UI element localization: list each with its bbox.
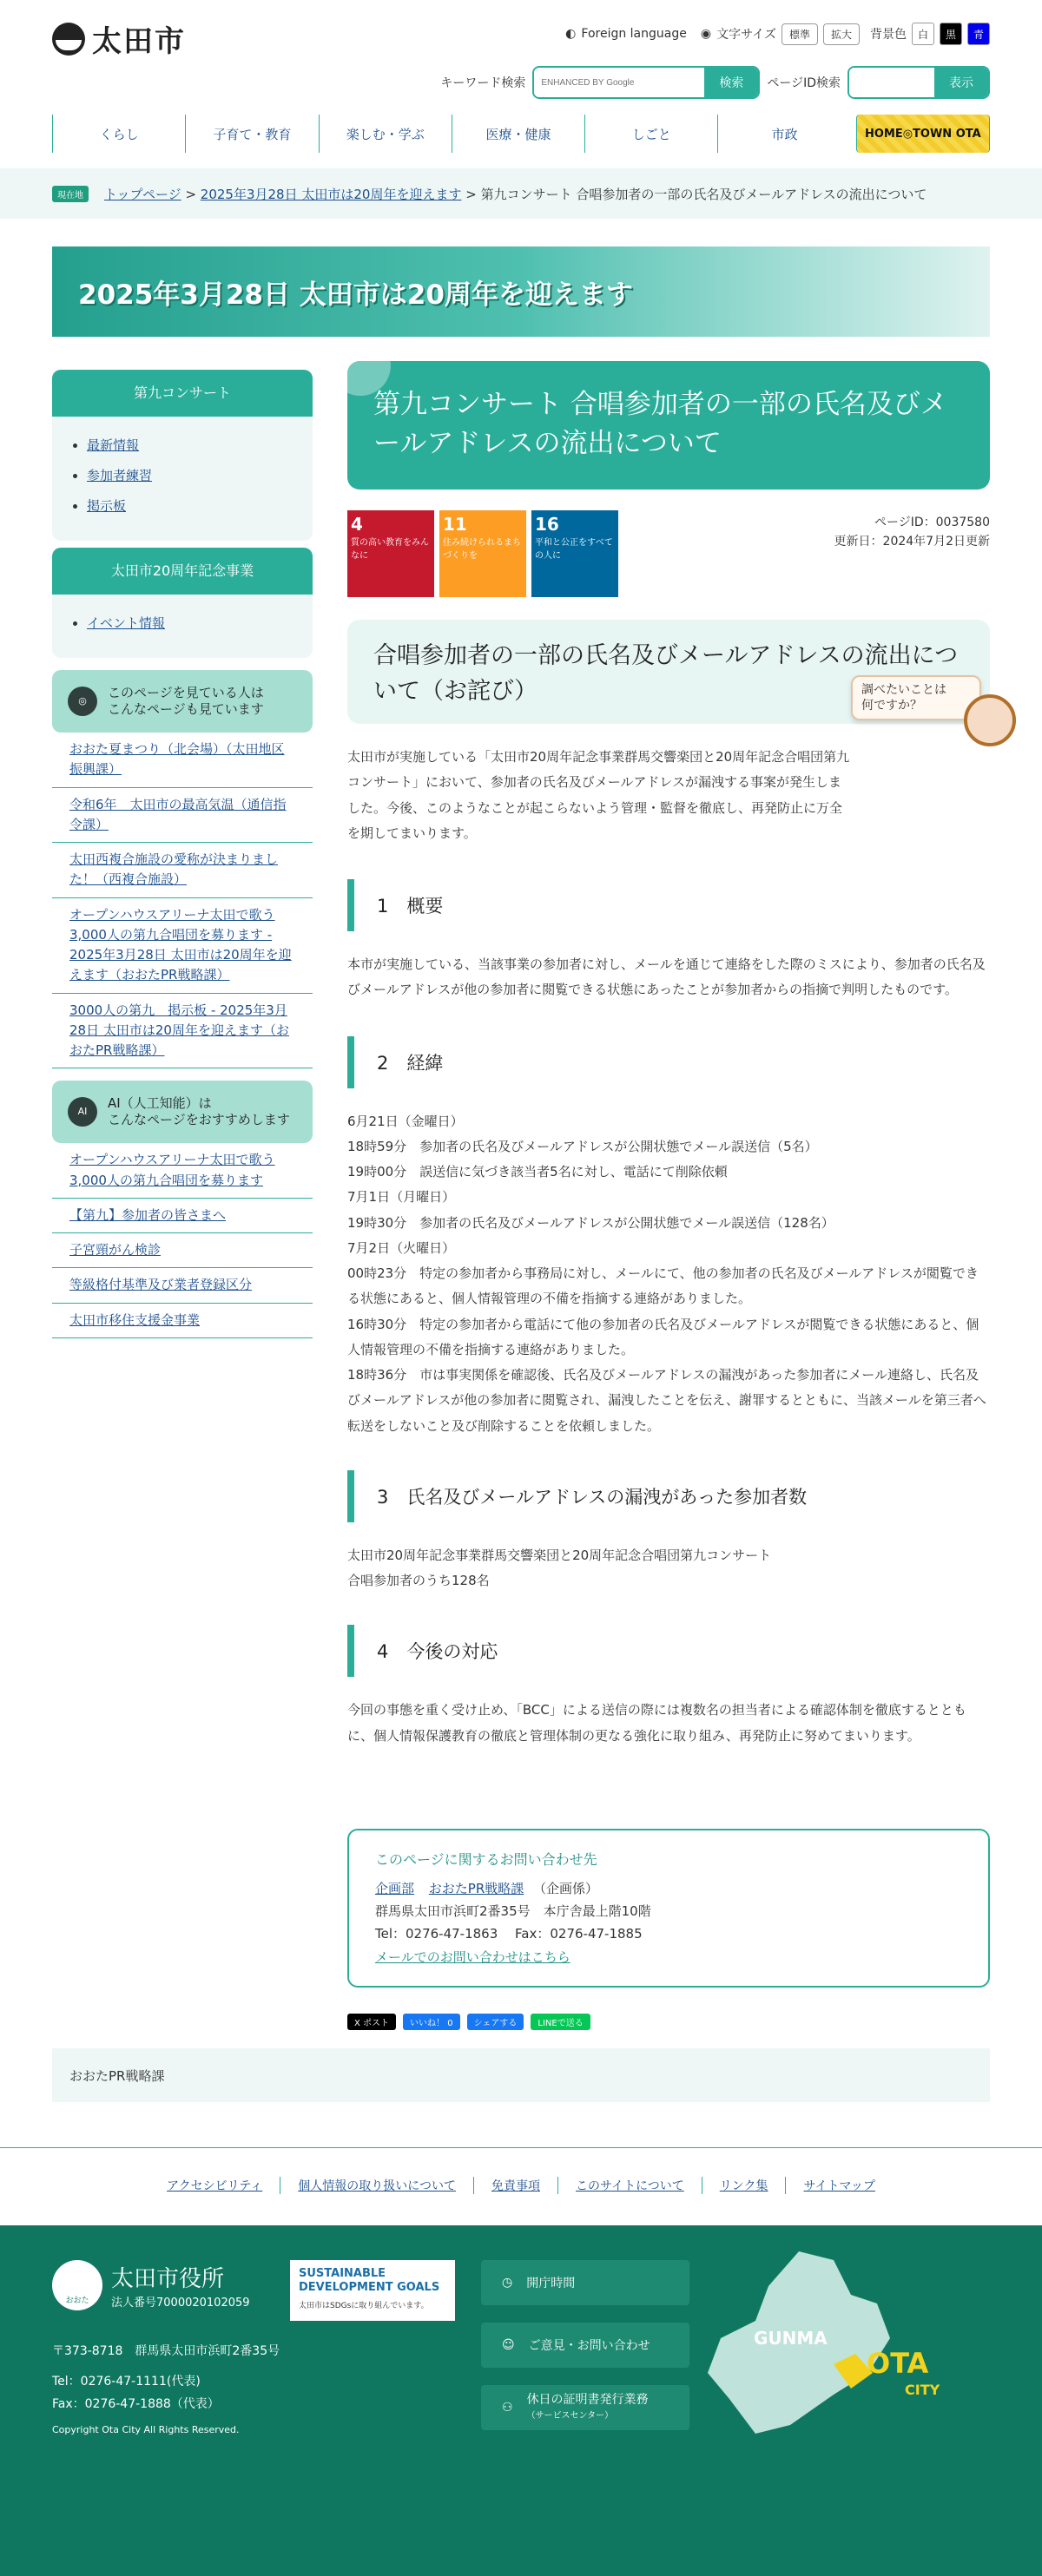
page-id-search-box bbox=[847, 66, 990, 99]
bg-black-button[interactable]: 黒 bbox=[940, 23, 962, 45]
sdgs-badge-caption: 太田市はSDGsに取り組んでいます。 bbox=[299, 2302, 429, 2311]
section-heading-1: 1 概要 bbox=[347, 879, 990, 931]
opinion-button[interactable]: ☺ ご意見・お問い合わせ bbox=[481, 2323, 689, 2368]
list-item[interactable]: 等級格付基準及び業者登録区分 bbox=[52, 1268, 313, 1303]
section-1-body: 本市が実施している、当該事業の参加者に対し、メールを通じて連絡をした際のミスにより、参加者の氏名及びメールアドレスが他の参加者に閲覧できる状態にあったことが参加者からの指摘で判明したものです。 bbox=[347, 956, 986, 998]
sidebar-item-board[interactable]: 掲示板 bbox=[87, 498, 127, 514]
text-size-label: 文字サイズ bbox=[716, 28, 776, 42]
article-heading: 合唱参加者の一部の氏名及びメールアドレスの流出について（お詫び） bbox=[347, 620, 990, 724]
map-gunma-label: GUNMA bbox=[754, 2328, 828, 2349]
ai-recommend-header bbox=[52, 1081, 313, 1143]
viewed-pages-list bbox=[52, 733, 313, 1068]
section-4-body: 今回の事態を重く受け止め、「BCC」による送信の際には複数名の担当者による確認体制を徹底するとともに、個人情報保護教育の徹底と管理体制の更なる強化に取り組み、再発防止に努めてまいります。 bbox=[347, 1702, 966, 1744]
bg-blue-button[interactable]: 青 bbox=[967, 23, 990, 45]
keyword-search-input[interactable] bbox=[534, 68, 704, 97]
sidebar-item-practice[interactable]: 参加者練習 bbox=[87, 468, 153, 483]
x-post-button[interactable]: X ポスト bbox=[347, 2014, 396, 2030]
sdgs-badge[interactable] bbox=[290, 2260, 455, 2321]
ai-title-line2: こんなページをおすすめします bbox=[108, 1112, 290, 1128]
intro-text: 太田市が実施している「太田市20周年記念事業群馬交響楽団と20周年記念合唱団第九コンサート」において、参加者の氏名及びメールアドレスが漏洩する事案が発生しました。今後、このようなことが起こらないよう管理・監督を徹底し、再発防止に万全を期してまいります。 bbox=[347, 749, 850, 841]
nav-kosodate[interactable]: 子育て・教育 bbox=[185, 115, 318, 153]
sdg-16-icon: 16 平和と公正をすべての人に bbox=[531, 510, 618, 597]
nav-hometown-ota[interactable]: HOME◎TOWN OTA bbox=[856, 115, 990, 153]
page-id-button[interactable]: 表示 bbox=[934, 68, 988, 97]
foreign-language-link[interactable]: Foreign language bbox=[581, 27, 687, 41]
contact-title: このページに関するお問い合わせ先 bbox=[375, 1850, 597, 1868]
city-emblem-icon bbox=[52, 23, 85, 56]
list-item[interactable]: 3000人の第九 掲示板 - 2025年3月28日 太田市は20周年を迎えます（おおたPR戦略課） bbox=[52, 994, 313, 1069]
site-name: 太田市 bbox=[92, 24, 186, 59]
page-id-search-label: ページID検索 bbox=[767, 76, 841, 90]
section-3-body: 太田市20周年記念事業群馬交響楽団と20周年記念合唱団第九コンサート 合唱参加者のうち128名 bbox=[347, 1547, 772, 1588]
text-size-large-button[interactable]: 拡大 bbox=[823, 23, 860, 45]
breadcrumb-badge: 現在地 bbox=[52, 186, 89, 202]
page-id: ページID：0037580 bbox=[874, 516, 990, 529]
footer-city-hall: 太田市役所 bbox=[111, 2266, 225, 2292]
footer-tel: Tel：0276-47-1111(代表) bbox=[52, 2374, 201, 2389]
sdg-4-icon: 4 質の高い教育をみんなに bbox=[347, 510, 434, 597]
page-title: 第九コンサート 合唱参加者の一部の氏名及びメールアドレスの流出について bbox=[347, 361, 990, 490]
ai-title-line1: AI（人工知能）は bbox=[108, 1094, 212, 1111]
nav-shigoto[interactable]: しごと bbox=[584, 115, 717, 153]
footer-links bbox=[0, 2177, 1042, 2194]
footer-link-about[interactable]: このサイトについて bbox=[558, 2177, 702, 2194]
nav-tanoshimu[interactable]: 楽しむ・学ぶ bbox=[319, 115, 452, 153]
global-nav bbox=[52, 115, 990, 153]
footer-link-disclaimer[interactable]: 免責事項 bbox=[474, 2177, 558, 2194]
category-banner bbox=[52, 246, 990, 337]
section-heading-2: 2 経緯 bbox=[347, 1036, 990, 1088]
share-buttons bbox=[347, 2014, 990, 2030]
holiday-service-button[interactable]: ⚇ 休日の証明書発行業務 （サービスセンター） bbox=[481, 2385, 689, 2430]
contact-section-link[interactable]: おおたPR戦略課 bbox=[428, 1880, 524, 1896]
contact-dept-link[interactable]: 企画部 bbox=[375, 1880, 415, 1896]
ai-recommend-list bbox=[52, 1143, 313, 1338]
nav-kurashi[interactable]: くらし bbox=[52, 115, 185, 153]
breadcrumb-current: 第九コンサート 合唱参加者の一部の氏名及びメールアドレスの流出について bbox=[480, 186, 927, 202]
chatbot-bubble[interactable]: 調べたいことは 何ですか？ bbox=[851, 675, 981, 720]
footer-dept-note: おおたPR戦略課 bbox=[52, 2048, 990, 2102]
text-size-standard-button[interactable]: 標準 bbox=[782, 23, 818, 45]
site-footer bbox=[0, 2225, 1042, 2576]
contact-tel-fax: Tel：0276-47-1863 Fax：0276-47-1885 bbox=[375, 1926, 643, 1942]
logo-caption: おおた bbox=[65, 2297, 89, 2305]
eye-icon: ◉ bbox=[700, 27, 712, 41]
page-meta bbox=[834, 514, 990, 551]
bg-white-button[interactable]: 白 bbox=[912, 23, 934, 45]
clock-icon: ◷ bbox=[502, 2276, 513, 2290]
footer-copyright: Copyright Ota City All Rights Reserved. bbox=[52, 2423, 240, 2435]
footer-divider bbox=[0, 2147, 1042, 2148]
contact-box bbox=[347, 1829, 990, 1988]
contact-address: 群馬県太田市浜町2番35号 本庁舎最上階10階 bbox=[375, 1903, 651, 1919]
map-city-label: CITY bbox=[905, 2382, 940, 2398]
fb-share-button[interactable]: シェアする bbox=[467, 2014, 524, 2030]
footer-logo bbox=[52, 2260, 250, 2310]
globe-icon: ◐ bbox=[565, 27, 577, 41]
chatbot-avatar-icon[interactable] bbox=[964, 694, 1016, 746]
city-emblem-icon bbox=[52, 2260, 102, 2310]
counter-icon: ⚇ bbox=[502, 2400, 513, 2415]
sidebar-section-list bbox=[52, 595, 313, 658]
list-item[interactable]: 【第九】参加者の皆さまへ bbox=[52, 1199, 313, 1233]
list-item[interactable]: オープンハウスアリーナ太田で歌う3,000人の第九合唱団を募ります bbox=[52, 1143, 313, 1199]
sidebar bbox=[52, 370, 313, 1338]
list-item[interactable]: 太田市移住支援金事業 bbox=[52, 1304, 313, 1338]
sdg-11-icon: 11 住み続けられるまちづくりを bbox=[439, 510, 526, 597]
section-heading-4: 4 今後の対応 bbox=[347, 1625, 990, 1677]
hours-button[interactable]: ◷ 開庁時間 bbox=[481, 2260, 689, 2305]
ai-icon: AI bbox=[68, 1097, 97, 1127]
search-bar bbox=[440, 66, 990, 99]
breadcrumb-parent-link[interactable]: 2025年3月28日 太田市は20周年を迎えます bbox=[200, 186, 462, 202]
breadcrumb bbox=[0, 168, 1042, 219]
chat-icon: ☺ bbox=[502, 2338, 515, 2352]
utility-bar bbox=[565, 23, 990, 45]
breadcrumb-sep: > bbox=[185, 186, 197, 202]
viewed-title-line1: このページを見ている人は bbox=[108, 684, 264, 700]
people-eye-icon: ◎ bbox=[68, 687, 97, 716]
keyword-search-box bbox=[532, 66, 760, 99]
site-logo[interactable] bbox=[52, 17, 186, 60]
nav-iryo[interactable]: 医療・健康 bbox=[452, 115, 584, 153]
chatbot-widget[interactable] bbox=[851, 668, 1033, 781]
footer-address: 〒373-8718 群馬県太田市浜町2番35号 bbox=[52, 2344, 280, 2358]
banner-title: 2025年3月28日 太田市は20周年を迎えます bbox=[78, 279, 633, 311]
sdgs-row bbox=[347, 510, 990, 597]
gunma-map bbox=[703, 2243, 981, 2451]
contact-mail-link[interactable]: メールでのお問い合わせはこちら bbox=[375, 1948, 570, 1965]
breadcrumb-top-link[interactable]: トップページ bbox=[104, 186, 181, 202]
updated-date: 更新日：2024年7月2日更新 bbox=[834, 534, 990, 549]
footer-corp-no: 法人番号7000020102059 bbox=[111, 2297, 250, 2310]
line-share-button[interactable]: LINEで送る bbox=[531, 2014, 590, 2030]
viewed-title-line2: こんなページも見ています bbox=[108, 701, 264, 717]
bg-color-label: 背景色 bbox=[870, 28, 907, 42]
list-item[interactable]: おおた夏まつり（北会場）（太田地区振興課） bbox=[52, 733, 313, 788]
keyword-search-button[interactable]: 検索 bbox=[704, 68, 758, 97]
page-id-input[interactable] bbox=[849, 68, 934, 97]
section-heading-3: 3 氏名及びメールアドレスの漏洩があった参加者数 bbox=[347, 1470, 990, 1522]
sidebar-item-latest[interactable]: 最新情報 bbox=[87, 437, 140, 453]
keyword-search-label: キーワード検索 bbox=[440, 76, 526, 90]
footer-link-sitemap[interactable]: サイトマップ bbox=[803, 2179, 875, 2193]
sdgs-badge-title: SUSTAINABLE DEVELOPMENT GOALS bbox=[299, 2267, 440, 2294]
section-2-body: 6月21日（金曜日） 18時59分 参加者の氏名及びメールアドレスが公開状態でメール誤送信（5名） 19時00分 誤送信に気づき該当者5名に対し、電話にて削除依頼 7月1日（月曜日） 19時30分 参加者の氏名及びメールアドレスが公開状態でメール誤送信（128名） 7月2日（火曜日） 00時23分 特定の参加者から事務局に対し、メールにて、他の参加者の氏名及びメールアドレスが閲覧できる状態にあると、個人情報管理の不備を指摘する連絡がありました。 16時30分 特定の参加者から電話にて他の参加者の氏名及びメールアドレスが閲覧できる状態にあると、個人情報管理の不備を指摘する連絡がありました。 18時36分 市は事実関係を確認後、氏名及びメールアドレスの漏洩があった参加者にメール連絡し、氏名及びメールアドレスが他の参加者に閲覧され、漏洩したことを伝え、謝罪するとともに、当該メールを第三者へ転送をしないこと及び削除することを依頼しました。 bbox=[347, 1113, 986, 1434]
breadcrumb-sep: > bbox=[465, 186, 477, 202]
sidebar-section-list bbox=[52, 417, 313, 541]
gunma-map-icon bbox=[703, 2243, 981, 2451]
footer-link-links[interactable]: リンク集 bbox=[702, 2177, 787, 2194]
list-item[interactable]: 令和6年 太田市の最高気温（通信指令課） bbox=[52, 788, 313, 844]
list-item[interactable]: 子宮頸がん検診 bbox=[52, 1233, 313, 1268]
main-content bbox=[347, 361, 990, 2030]
contact-role: （企画係） bbox=[533, 1880, 599, 1896]
footer-contact bbox=[52, 2340, 280, 2440]
sidebar-section-title: 第九コンサート bbox=[52, 370, 313, 417]
map-ota-label: OTA bbox=[867, 2347, 929, 2380]
list-item[interactable]: オープンハウスアリーナ太田で歌う3,000人の第九合唱団を募ります - 2025年3月28日 太田市は20周年を迎えます（おおたPR戦略課） bbox=[52, 898, 313, 994]
sidebar-item-events[interactable]: イベント情報 bbox=[87, 615, 166, 631]
fb-like-button[interactable]: いいね！ 0 bbox=[403, 2014, 460, 2030]
footer-fax: Fax：0276-47-1888（代表） bbox=[52, 2397, 220, 2412]
sidebar-section-title: 太田市20周年記念事業 bbox=[52, 548, 313, 595]
footer-link-privacy[interactable]: 個人情報の取り扱いについて bbox=[280, 2177, 474, 2194]
list-item[interactable]: 太田西複合施設の愛称が決まりました！（西複合施設） bbox=[52, 843, 313, 898]
nav-shisei[interactable]: 市政 bbox=[717, 115, 850, 153]
viewed-pages-header bbox=[52, 670, 313, 733]
footer-link-accessibility[interactable]: アクセシビリティ bbox=[149, 2177, 280, 2194]
